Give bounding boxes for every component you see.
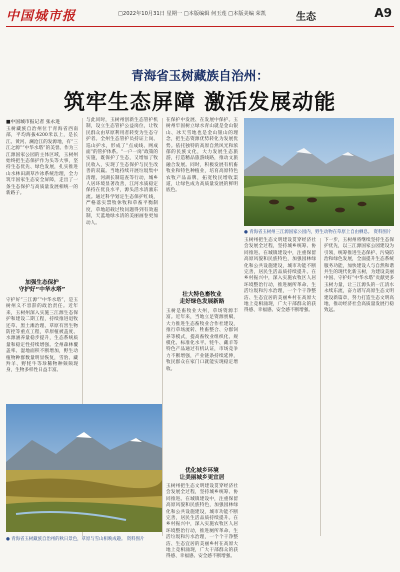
headline-subtitle: 筑牢生态屏障 激活发展动能 [63,89,337,114]
subhead-environment: 优化城乡环境 让美丽城乡更宜居 [179,468,225,481]
article-col4-text: 玉树州把生态文明建设贯穿经济社会发展全过程，坚持城乡统筹、协同推进。在城镇建设中，注重保留高原风貌和民族特色，加强园林绿化和公共设施建设，城市功能不断完善，居民生活品质持续提升。在乡村振兴中，深入实施农牧区人居环境整治行动，推进厕所革命、生活垃圾和污水治理，一个个干净整洁、生态宜居的美丽乡村在高原大地上竞相涌现，广大干部群众的获得感、幸福感、安全感不断增强。 [244,238,316,314]
bottom-photo [6,404,162,532]
page-number: A9 [374,6,392,20]
article-col1-text2: 守护好“三江源”“中华水塔”，是玉树州义不容辞的政治责任。近年来，玉树州深入实施三江源生态保护和建设二期工程，持续推进退牧还草、黑土滩治理、草原有害生物防控等重点工程，草原植被盖度、水源涵养量稳步提升，生态系统质量和稳定性持续增强。全州森林覆盖率、湿地面积不断增加，野生动植物种群数量明显恢复，雪豹、藏羚羊、野牦牛等珍稀物种频频现身，生物多样性日益丰富。 [6,298,78,374]
section-label: 生态 [296,12,316,23]
column-divider [162,118,163,536]
main-photo [244,118,394,226]
article-col5-text: 下一步，玉树州将继续坚持生态保护优先，以三江源国家公园建设为引领，统筹推进生态保护、污染防治和绿色发展，全面提升生态系统服务功能，加快建设人与自然和谐共生的现代化新玉树，为建设美丽中国、守护好“中华水塔”贡献更多玉树力量，让三江源头的一江清水永续东流，奋力谱写高原生态文明建设新篇章，努力打造生态文明高地，推动经济社会高质量发展行稳致远。 [324,238,394,314]
subhead-protect: 加强生态保护 守护好“中华水塔” [18,280,66,293]
main-photo-caption: ● 青海省玉树州三江源国家公园内，野生动物在草原上自由栖息。 资料图片 [244,230,392,235]
dateline: □2022年10月31日 星期一 □本版编辑 何玉莲 □本版美编 荣凯 [118,11,266,17]
headline-title: 青海省玉树藏族自治州： [131,68,269,83]
article-col3-text3: 玉树州把生态文明建设贯穿经济社会发展全过程，坚持城乡统筹、协同推进。在城镇建设中，注重保留高原风貌和民族特色，加强园林绿化和公共设施建设，城市功能不断完善，居民生活品质持续提升。在乡村振兴中，深入实施农牧区人居环境整治行动，推进厕所革命、生活垃圾和污水治理，一个个干净整洁、生态宜居的美丽乡村在高原大地上竞相涌现，广大干部群众的获得感、幸福感、安全感不断增强。 [166,484,238,560]
article-col2-text: 与此同时，玉树州创新生态管护机制，设立生态管护公益岗位，让牧民群众由草原利用者转变为生态守护者。全州生态管护员持证上岗、巡山护水，形成了“点成线、网成面”的管护体系。“一户一岗”政策的实施，既保护了生态，又增加了牧民收入，实现了生态保护与民生改善的双赢。当地持续开展垃圾集中清理、河湖长制巡查等行动，城乡人居环境显著改善，江河水质稳定保持在优良水平，源头活水清澈东流。通过科学划定生态保护红线，严格落实禁牧休牧和草畜平衡制度，草地超载过牧问题得到有效遏制，天蓝地绿水清的美丽画卷更加动人。 [86,118,158,226]
grassland-landscape-image [244,118,394,226]
subhead-industry: 壮大特色畜牧业 走好绿色发展新路 [179,292,225,305]
column-divider [320,238,321,536]
bottom-photo-caption: ● 青海省玉树藏族自治州的秋日景色，草原与雪山相映成趣。 资料图片 [6,537,145,542]
masthead [6,4,394,27]
autumn-landscape-image [6,404,162,532]
article-col1-text: 玉树藏族自治州位于青海省西南部，平均海拔4200米以上，是长江、黄河、澜沧江的发源地，有“三江之源”“中华水塔”的美誉。作为三江源国家公园的主体区域，玉树州始终把生态保护作为头等大事，坚持生态优先、绿色发展，扎实推进山水林田湖草沙冰系统治理，全力筑牢国家生态安全屏障，走出了一条生态保护与高质量发展相统一的新路子。 [6,127,78,197]
article-byline: ■中国城市报记者 张永进 [6,120,61,125]
article-col3-text: 在保护中发展、在发展中保护。玉树州牢固树立绿水青山就是金山银山、冰天雪地也是金山银山的理念，把生态资源优势转化为发展优势。依托独特的高原自然风光和浓郁的民族文化，大力发展生态旅游，打造精品旅游线路，推动文旅融合发展。同时，积极发展有机畜牧业和特色种植业，培育高原特色农牧产品品牌，拓宽牧民增收渠道，让绿色成为高质量发展的鲜明底色。 [166,118,238,194]
article-col3-text2: 玉树是畜牧业大州，草场资源丰富。近年来，当地立足资源禀赋，大力推进生态畜牧业合作社建设，推行草场流转、牲畜整合、分群饲养等模式，提高畜牧业组织化、规模化、标准化水平。牦牛、藏羊等特色产品通过有机认证，市场竞争力不断增强，产业链条持续延伸，牧民群众在家门口就能实现稳定增收。 [166,309,238,372]
newspaper-logo: 中国城市报 [6,9,77,24]
